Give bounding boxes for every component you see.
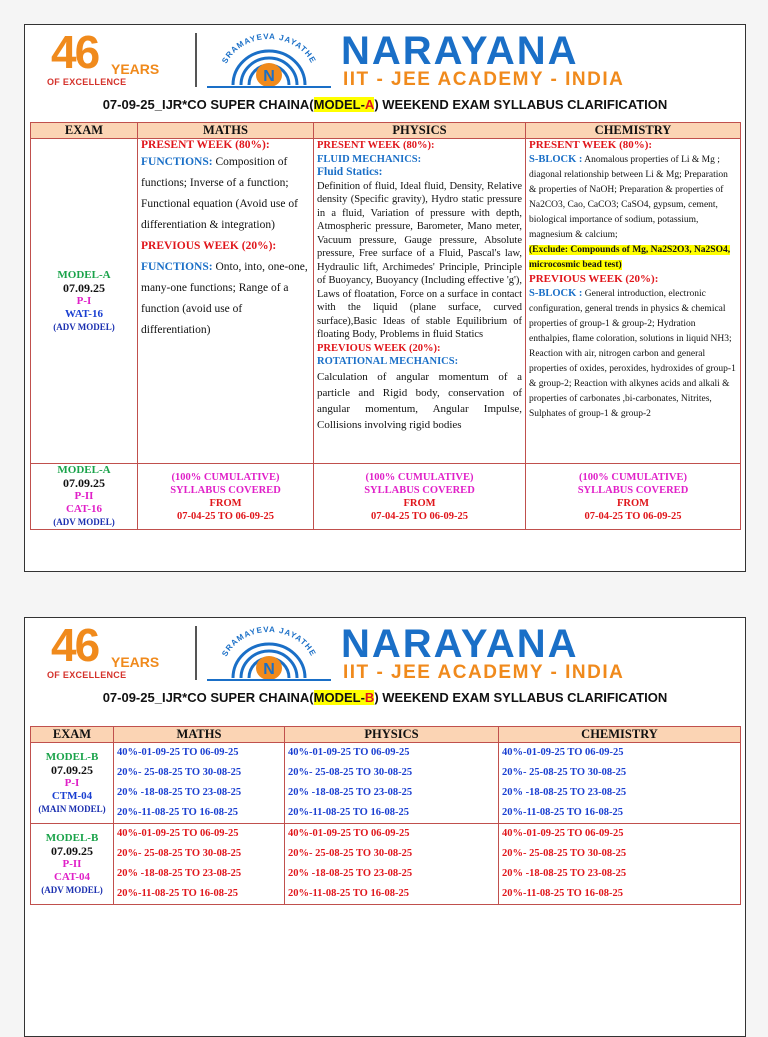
emblem-motto: SRAMAYEVA JAYATHE [220,31,318,65]
exam-test: CTM-04 [51,789,93,802]
years-number: 46 [51,26,99,78]
topic-heading: ROTATIONAL MECHANICS: [317,356,459,367]
cumulative-cell-chemistry [526,464,741,530]
svg-text:SRAMAYEVA JAYATHE [220,32,318,65]
exam-type: (MAIN MODEL) [38,803,106,814]
maths-cell [138,139,314,464]
excellence-text: OF EXCELLENCE [47,77,127,87]
cumulative-label: (100% CUMULATIVE) [365,471,474,483]
title-model: MODEL- [313,690,365,705]
exam-date: 07.09.25 [51,762,93,777]
physics-ranges-cell [285,824,499,905]
from-label: FROM [616,497,650,509]
exam-paper: P-II [74,490,94,502]
page-title [25,690,745,705]
table-row [31,139,741,464]
syllabus-covered-label: SYLLABUS COVERED [170,484,281,496]
brand-tagline: IIT - JEE ACADEMY - INDIA [343,662,625,683]
previous-week-label: PREVIOUS WEEK (20%): [529,273,659,285]
topic-text: General introduction, electronic configuration, general trends in physics & chemical properties of group-1 & group-2; Hydration enthalpies, flame coloration, solutions in liquid NH3; Reaction with air, nitrogen carbon and general properties of oxides, peroxides, hydroxides of group-1 & group-2; Reaction with alkynes acids and alkali & properties of carbonates ,bi-carbonates, Nitrites, Sulphates of group-1 & group-2 [529,289,736,419]
title-prefix: 07-09-25_IJR*CO SUPER CHAINA( [102,690,314,705]
date-range: 07-04-25 TO 06-09-25 [176,510,275,522]
col-chemistry: CHEMISTRY [499,727,741,743]
title-prefix: 07-09-25_IJR*CO SUPER CHAINA( [102,97,314,112]
syllabus-sheet-model-b [24,617,746,1037]
years-word: YEARS [111,654,160,670]
header-divider [195,33,197,87]
chemistry-ranges-cell [499,824,741,905]
previous-week-label: PREVIOUS WEEK (20%): [141,240,277,252]
years-word: YEARS [111,61,160,77]
range-line: 20%-11-08-25 TO 16-08-25 [502,807,623,818]
title-suffix: ) WEEKEND EXAM SYLLABUS CLARIFICATION [374,690,668,705]
syllabus-covered-label: SYLLABUS COVERED [364,484,475,496]
range-line: 20% -18-08-25 TO 23-08-25 [117,787,242,798]
title-model: MODEL- [313,97,365,112]
topic-text: Definition of fluid, Ideal fluid, Density, Relative density (Specific gravity), Hydro static pressure in a fluid, Variation of pressure with depth, Atmospheric pressure, Barometer, Mano meter, Vacuum pressure, Gauge pressure, Absolute pressure, Free surface of a Fluid, Pascal's law, Hydraulic lift, Archimedes' Principle, Principle of Buoyancy, Buoyancy (Including effective 'g'), Laws of floatation, Force on a surface in contact with the liquid (plane surface, curved surface),Basic Ideas of stable Equilibrium of floating Body, Problems in fluid Statics [317,180,522,340]
exam-type: (ADV MODEL) [53,321,115,332]
title-suffix: ) WEEKEND EXAM SYLLABUS CLARIFICATION [374,97,668,112]
exam-test: CAT-16 [65,503,103,515]
exam-type: (ADV MODEL) [41,884,103,895]
title-model-letter: B [364,690,375,705]
from-label: FROM [209,497,242,509]
title-model-highlight [314,690,375,705]
topic-heading: FLUID MECHANICS: [317,153,422,165]
topic-heading: FUNCTIONS: [141,261,213,273]
range-line: 20%-11-08-25 TO 16-08-25 [117,807,238,818]
exam-date: 07.09.25 [63,476,105,490]
range-line: 20%- 25-08-25 TO 30-08-25 [288,848,413,859]
exam-date: 07.09.25 [51,843,93,858]
syllabus-covered-label: SYLLABUS COVERED [577,484,689,496]
maths-ranges-cell [114,824,285,905]
previous-week-label: PREVIOUS WEEK (20%): [317,342,441,354]
range-line: 40%-01-09-25 TO 06-09-25 [117,828,239,839]
col-exam: EXAM [31,123,138,139]
exam-model: MODEL-A [57,464,111,476]
present-week-label: PRESENT WEEK (80%): [317,140,435,151]
range-line: 20%-11-08-25 TO 16-08-25 [288,888,409,899]
range-line: 20% -18-08-25 TO 23-08-25 [502,787,627,798]
cumulative-label: (100% CUMULATIVE) [578,471,687,483]
years-of-excellence-logo [47,619,187,682]
range-line: 20%-11-08-25 TO 16-08-25 [117,888,238,899]
exam-date: 07.09.25 [63,280,105,295]
range-line: 20%- 25-08-25 TO 30-08-25 [288,767,413,778]
years-number: 46 [51,619,99,671]
present-week-label: PRESENT WEEK (80%): [529,139,653,151]
col-physics: PHYSICS [285,727,499,743]
present-week-label: PRESENT WEEK (80%): [141,139,270,151]
topic-text: Onto, into, one-one, many-one functions; Range of a function (avoid use of differentiation) [141,261,308,336]
from-label: FROM [403,497,436,509]
excellence-text: OF EXCELLENCE [47,670,127,680]
range-line: 40%-01-09-25 TO 06-09-25 [288,828,410,839]
topic-heading: S-BLOCK : [529,288,583,299]
col-maths: MATHS [138,123,314,139]
date-range: 07-04-25 TO 06-09-25 [584,510,682,522]
emblem-letter: N [263,68,275,85]
range-line: 20%- 25-08-25 TO 30-08-25 [117,767,242,778]
topic-heading: S-BLOCK : [529,154,583,165]
range-line: 20%- 25-08-25 TO 30-08-25 [117,848,242,859]
exam-cell [31,139,138,464]
exam-paper: P-I [76,294,92,307]
brand-tagline: IIT - JEE ACADEMY - INDIA [343,69,625,90]
range-line: 40%-01-09-25 TO 06-09-25 [502,747,624,758]
exam-model: MODEL-B [45,831,99,844]
page-title [25,97,745,112]
syllabus-table-a [30,122,741,530]
table-row [31,743,741,824]
topic-text: Calculation of angular momentum of a particle and Rigid body, conservation of angular momentum, Angular Impulse, Collisions involving rigid bodies [317,370,522,431]
chemistry-ranges-cell [499,743,741,824]
range-line: 20% -18-08-25 TO 23-08-25 [502,868,627,879]
maths-ranges-cell [114,743,285,824]
exam-cell [31,743,114,824]
exam-model: MODEL-A [57,268,111,281]
header-banner [25,618,745,688]
exam-test: CAT-04 [53,870,91,883]
physics-ranges-cell [285,743,499,824]
cumulative-label: (100% CUMULATIVE) [171,471,280,483]
col-physics: PHYSICS [314,123,526,139]
exam-test: WAT-16 [65,307,103,320]
header-divider [195,626,197,680]
title-model-highlight [314,97,375,112]
cumulative-cell-maths [138,464,314,530]
emblem-letter: N [263,661,275,678]
range-line: 20% -18-08-25 TO 23-08-25 [288,868,413,879]
range-line: 20%-11-08-25 TO 16-08-25 [502,888,623,899]
emblem-motto: SRAMAYEVA JAYATHE [220,624,318,658]
table-header-row [31,727,741,743]
cumulative-cell-physics [314,464,526,530]
exam-cell [31,464,138,530]
brand-name: NARAYANA [341,622,579,666]
col-exam: EXAM [31,727,114,743]
svg-text:SRAMAYEVA JAYATHE [220,625,318,658]
title-model-letter: A [364,97,375,112]
topic-heading: FUNCTIONS: [141,156,213,168]
exam-model: MODEL-B [45,750,99,763]
syllabus-sheet-model-a [24,24,746,572]
range-line: 40%-01-09-25 TO 06-09-25 [502,828,624,839]
range-line: 20%-11-08-25 TO 16-08-25 [288,807,409,818]
exam-paper: P-II [62,857,82,870]
range-line: 20% -18-08-25 TO 23-08-25 [117,868,242,879]
range-line: 20% -18-08-25 TO 23-08-25 [288,787,413,798]
chemistry-cell [526,139,741,464]
date-range: 07-04-25 TO 06-09-25 [370,510,469,522]
physics-cell [314,139,526,464]
range-line: 40%-01-09-25 TO 06-09-25 [117,747,239,758]
exclude-note: (Exclude: Compounds of Mg, Na2S2O3, Na2SO4, microcosmic bead test) [529,245,731,270]
exam-type: (ADV MODEL) [53,517,115,527]
exam-cell [31,824,114,905]
range-line: 20%- 25-08-25 TO 30-08-25 [502,767,627,778]
table-row [31,824,741,905]
syllabus-table-b [30,726,741,905]
range-line: 20%- 25-08-25 TO 30-08-25 [502,848,627,859]
topic-text: Anomalous properties of Li & Mg ; diagonal relationship between Li & Mg; Preparation & properties of NaOH; Preparation & properties of Na2CO3, Cao, CaCO3; CaSO4, gypsum, cement, biological importance of sodium, potassium, magnesium & calcium; [529,155,728,240]
exam-paper: P-I [64,776,80,789]
table-header-row [31,123,741,139]
table-row [31,464,741,530]
col-maths: MATHS [114,727,285,743]
years-of-excellence-logo [47,26,187,89]
brand-name: NARAYANA [341,29,579,73]
topic-text: Composition of functions; Inverse of a function; Functional equation (Avoid use of differentiation & integration) [141,156,298,231]
subtopic-heading: Fluid Statics: [317,166,383,178]
narayana-emblem-icon [203,29,335,91]
col-chemistry: CHEMISTRY [526,123,741,139]
narayana-emblem-icon [203,622,335,684]
range-line: 40%-01-09-25 TO 06-09-25 [288,747,410,758]
header-banner [25,25,745,95]
